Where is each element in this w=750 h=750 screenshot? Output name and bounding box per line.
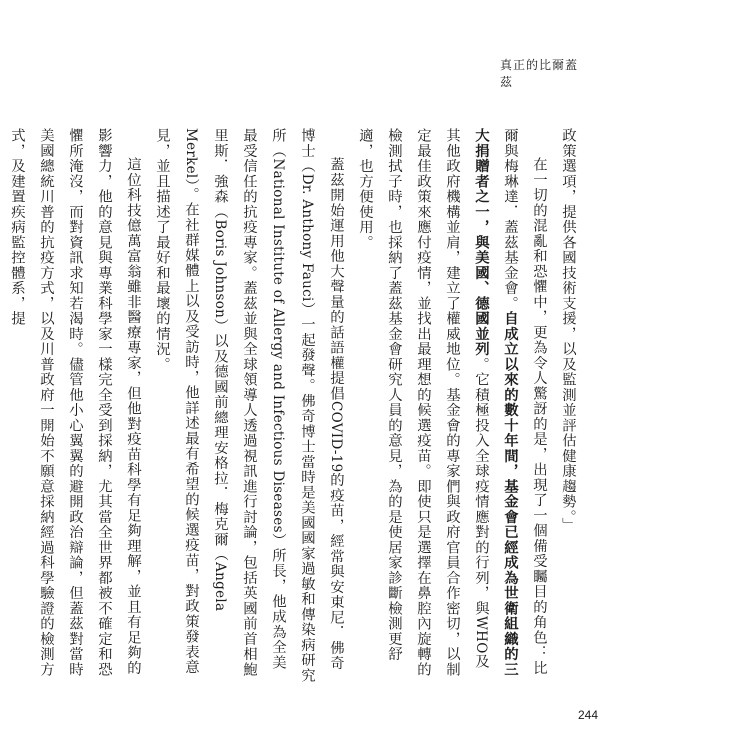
text-run: 。它積極投入全球疫情應對的行列，與 [473,356,489,616]
latin-text-run: National Institute of Allergy and Infectious Diseases [270,158,286,533]
text-run: ）一起發聲。佛奇博士當時是美國國家過敏和傳染病研究所（ [270,128,315,683]
text-run: ）。在社群媒體上以及受訪時，他詳述最有希望的候選疫苗，對政策發表意見，並且描述了最好和最壞的情況。 [154,128,199,675]
text-run: ）所長，他成為全美最受信任的抗疫專家。蓋茲並與全球領導人透過視訊進行討論，包括英國前首相鮑里斯．強森（ [212,128,286,677]
text-run: 及其他政府機構並肩，建立了權威地位。基金會的專家們與政府官員合作密切，以制定最佳政策來應付疫情，並找出最理想的候選疫苗。即使只是選擇在鼻腔內旋轉的檢測拭子時，也採納了蓋茲基金會研究人員的意見，為的是使居家診斷檢測更舒適，也方便使用。 [357,128,489,677]
page-number: 244 [578,708,599,722]
text-run: 在一切的混亂和恐懼中，更為令人驚訝的是，出現了一個備受矚目的角色：比爾與梅琳達．蓋茲基金會。 [502,128,547,676]
text-run: 的疫苗，經常與安東尼．佛奇博士（ [299,128,344,671]
latin-text-run: WHO [473,616,489,654]
paragraph [350,128,553,683]
latin-text-run: Boris Johnson [212,219,228,319]
latin-text-run: Dr. Anthony Fauci [299,173,315,302]
running-header: 真正的比爾蓋茲 [500,58,579,89]
latin-text-run: COVID-19 [328,400,344,473]
text-run: 政策選項，提供各國技術支援，以及監測並評估健康趨勢。」 [560,128,576,533]
bold-text-run: 自成立以來的數十年間，基金會已經成為世衛組織的三大捐贈者之一，與美國、德國並列 [473,128,518,677]
text-run: 這位科技億萬富翁雖非醫療專家，但他對疫苗科學有足夠理解，並且有足夠的影響力，他的意見與專業科學家一樣完全受到採納，尤其當全世界都被不確定和恐懼所淹沒，而對資訊求知若渴時。儘管他小心翼翼的避開政治辯論，但蓋茲對當時美國總統川普的抗疫方式，以及川普政府一開始不願意採納經過科學驗證的檢測方式，及建置疾病監控體系，提 [9,128,141,677]
text-run: ）以及德國前總理安格拉．梅克爾（ [212,318,228,563]
latin-text-run: Angela Merkel [183,128,228,612]
paragraph [2,128,147,683]
body-text [2,128,582,683]
paragraph [553,128,582,683]
paragraph [147,128,350,683]
text-run: 蓋茲開始運用他大聲量的話語權提倡 [328,156,344,401]
